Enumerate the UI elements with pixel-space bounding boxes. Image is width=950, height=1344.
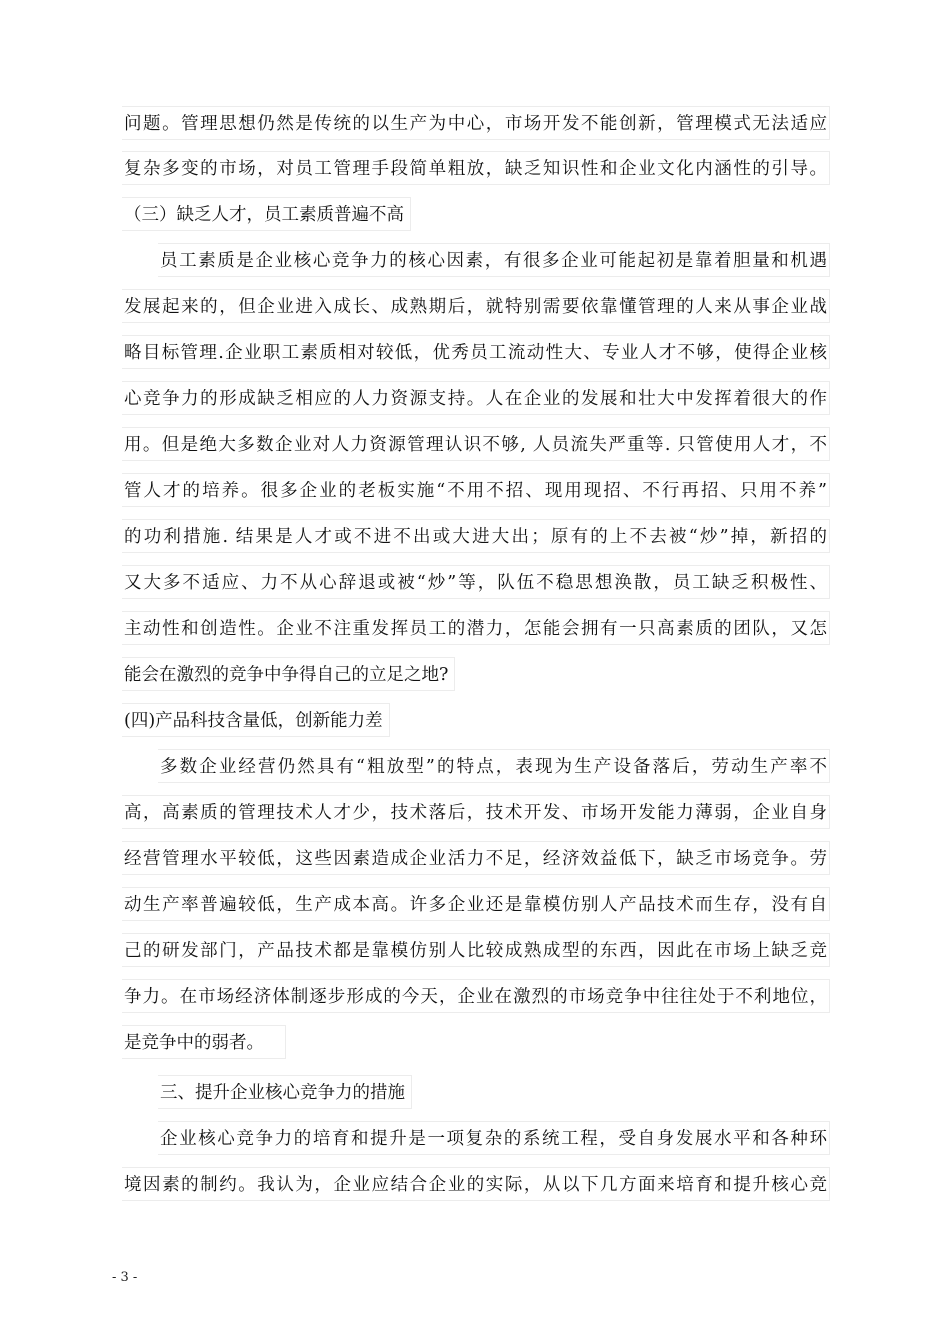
text-line: 是竞争中的弱者。: [122, 1025, 286, 1059]
text-line: 用。但是绝大多数企业对人力资源管理认识不够, 人员流失严重等. 只管使用人才，不: [122, 427, 830, 461]
section-heading: （三）缺乏人才，员工素质普遍不高: [122, 197, 411, 231]
text-line: 多数企业经营仍然具有“粗放型”的特点，表现为生产设备落后，劳动生产率不: [158, 749, 830, 783]
text-line: 企业核心竞争力的培育和提升是一项复杂的系统工程，受自身发展水平和各种环: [158, 1121, 830, 1155]
text-line: 主动性和创造性。企业不注重发挥员工的潜力，怎能会拥有一只高素质的团队，又怎: [122, 611, 830, 645]
text-line: 高，高素质的管理技术人才少，技术落后，技术开发、市场开发能力薄弱，企业自身: [122, 795, 830, 829]
text-line: 管人才的培养。很多企业的老板实施“不用不招、现用现招、不行再招、只用不养”: [122, 473, 830, 507]
text-line: 发展起来的，但企业进入成长、成熟期后，就特别需要依靠懂管理的人来从事企业战: [122, 289, 830, 323]
section-heading: (四)产品科技含量低，创新能力差: [122, 703, 390, 737]
text-line: 争力。在市场经济体制逐步形成的今天，企业在激烈的市场竞争中往往处于不利地位，: [122, 979, 830, 1013]
page-number: - 3 -: [112, 1270, 138, 1285]
text-line: 境因素的制约。我认为，企业应结合企业的实际，从以下几方面来培育和提升核心竞: [122, 1167, 830, 1201]
text-line: 经营管理水平较低，这些因素造成企业活力不足，经济效益低下，缺乏市场竞争。劳: [122, 841, 830, 875]
text-line: 动生产率普遍较低，生产成本高。许多企业还是靠模仿别人产品技术而生存，没有自: [122, 887, 830, 921]
text-line: 员工素质是企业核心竞争力的核心因素，有很多企业可能起初是靠着胆量和机遇: [158, 243, 830, 277]
text-line: 问题。管理思想仍然是传统的以生产为中心，市场开发不能创新，管理模式无法适应: [122, 106, 830, 140]
text-line: 的功利措施. 结果是人才或不进不出或大进大出；原有的上不去被“炒”掉，新招的: [122, 519, 830, 553]
text-line: 又大多不适应、力不从心辞退或被“炒”等，队伍不稳思想涣散，员工缺乏积极性、: [122, 565, 830, 599]
text-line: 复杂多变的市场，对员工管理手段简单粗放，缺乏知识性和企业文化内涵性的引导。: [122, 151, 830, 185]
text-line: 己的研发部门，产品技术都是靠模仿别人比较成熟成型的东西，因此在市场上缺乏竞: [122, 933, 830, 967]
text-line: 心竞争力的形成缺乏相应的人力资源支持。人在企业的发展和壮大中发挥着很大的作: [122, 381, 830, 415]
text-line: 能会在激烈的竞争中争得自己的立足之地?: [122, 657, 455, 691]
text-line: 略目标管理.企业职工素质相对较低，优秀员工流动性大、专业人才不够，使得企业核: [122, 335, 830, 369]
section-heading: 三、提升企业核心竞争力的措施: [158, 1075, 412, 1109]
